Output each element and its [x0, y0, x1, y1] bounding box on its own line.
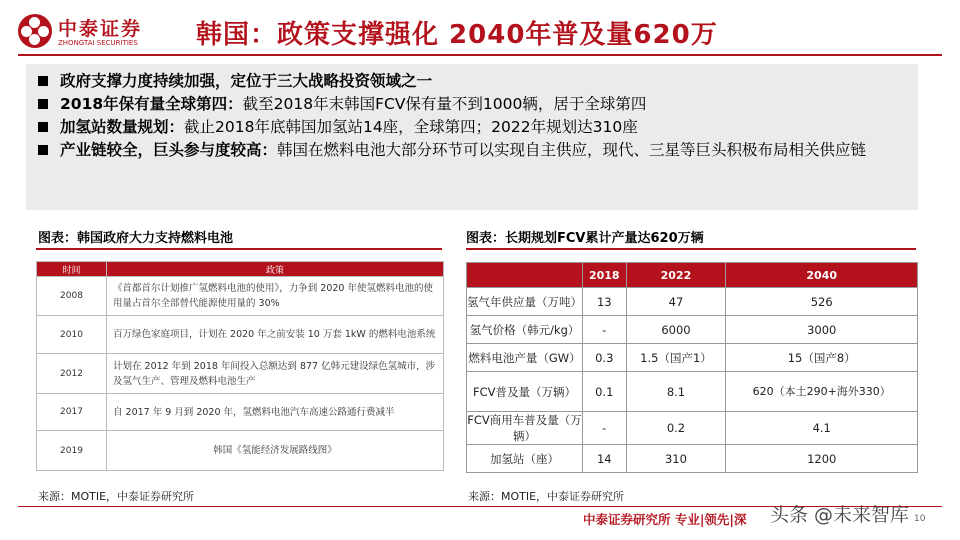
table-cell: 13 [583, 288, 627, 316]
row-label: FCV普及量（万辆） [467, 372, 583, 412]
table-row [467, 412, 918, 445]
year-cell: 2019 [37, 431, 107, 471]
table-cell: 0.1 [583, 372, 627, 412]
row-label: FCV商用车普及量（万辆） [467, 413, 582, 443]
policy-cell: 《首都首尔计划推广氢燃料电池的使用》，力争到 2020 年使氢燃料电池的使用量占首尔全部替代能源使用量的 30% [107, 277, 444, 316]
bullet-item [36, 70, 908, 93]
table-cell: 0.2 [626, 412, 726, 445]
square-bullet-icon [38, 76, 48, 86]
right-table-caption: 图表：长期规划FCV累计产量达620万辆 [466, 231, 704, 246]
right-table-source: 来源：MOTIE，中泰证券研究所 [468, 490, 625, 503]
table-row [37, 394, 444, 431]
bullet-lead: 2018年保有量全球第四： [60, 95, 243, 113]
policy-cell: 计划在 2012 年到 2018 年间投入总额达到 877 亿韩元建设绿色氢城市，涉及氢气生产、管理及燃料电池生产 [107, 354, 444, 394]
table-row [37, 277, 444, 316]
table-row [467, 372, 918, 412]
bullet-item [36, 139, 908, 162]
table-cell: 4.1 [726, 412, 918, 445]
page-title: 韩国：政策支撑强化 2040年普及量620万 [196, 20, 718, 50]
table-cell: 8.1 [626, 372, 726, 412]
table-row [467, 445, 918, 473]
table-row [467, 344, 918, 372]
table-cell: 15（国产8） [726, 344, 918, 372]
logo-text-cn: 中泰证券 [58, 18, 143, 40]
table-cell: 1200 [726, 445, 918, 473]
key-points-panel [26, 64, 918, 210]
row-label: 氢气价格（韩元/kg） [467, 316, 583, 344]
table-cell: - [583, 316, 627, 344]
table-cell: 310 [626, 445, 726, 473]
page-number: 10 [914, 514, 926, 524]
row-label: 燃料电池产量（GW） [467, 344, 583, 372]
watermark: 头条 @未来智库 [770, 504, 910, 526]
square-bullet-icon [38, 145, 48, 155]
bullet-text: 截止2018年底韩国加氢站14座，全球第四；2022年规划达310座 [184, 118, 638, 136]
header-divider [18, 54, 942, 56]
year-cell: 2012 [37, 354, 107, 394]
table-cell: 47 [626, 288, 726, 316]
column-header [467, 263, 583, 288]
row-label: 氢气年供应量（万吨） [467, 288, 583, 316]
table-row [37, 316, 444, 354]
square-bullet-icon [38, 122, 48, 132]
table-header-row [37, 262, 444, 277]
table-header-row [467, 263, 918, 288]
table-cell: 620（本土290+海外330） [726, 372, 918, 412]
caption-rule-right [466, 248, 916, 250]
year-cell: 2008 [37, 277, 107, 316]
table-row [37, 431, 444, 471]
bullet-text: 截至2018年末韩国FCV保有量不到1000辆，居于全球第四 [242, 95, 647, 113]
table-cell: - [583, 412, 627, 445]
table-cell: 6000 [626, 316, 726, 344]
table-cell: 14 [583, 445, 627, 473]
column-header: 政策 [107, 262, 444, 277]
left-table-caption: 图表：韩国政府大力支持燃料电池 [38, 231, 234, 246]
policy-table [36, 261, 444, 471]
bullet-lead: 政府支撑力度持续加强，定位于三大战略投资领域之一 [60, 72, 433, 90]
bullet-item [36, 116, 908, 139]
table-cell: 526 [726, 288, 918, 316]
policy-cell: 韩国《氢能经济发展路线图》 [107, 431, 444, 471]
table-cell: 1.5（国产1） [626, 344, 726, 372]
year-cell: 2010 [37, 316, 107, 354]
logo-text-en: ZHONGTAI SECURITIES [58, 39, 138, 47]
row-label: 加氢站（座） [467, 445, 583, 473]
policy-cell: 自 2017 年 9 月到 2020 年，氢燃料电池汽车高速公路通行费减半 [107, 394, 444, 431]
policy-cell: 百万绿色家庭项目，计划在 2020 年之前安装 10 万套 1kW 的燃料电池系统 [107, 316, 444, 354]
table-cell: 0.3 [583, 344, 627, 372]
company-logo [18, 12, 158, 52]
square-bullet-icon [38, 99, 48, 109]
bullet-lead: 产业链较全，巨头参与度较高： [60, 141, 278, 159]
column-header: 2040 [726, 263, 918, 288]
table-row [467, 316, 918, 344]
left-table-source: 来源：MOTIE，中泰证券研究所 [38, 490, 195, 503]
column-header: 时间 [37, 262, 107, 277]
column-header: 2022 [626, 263, 726, 288]
bullet-text: 韩国在燃料电池大部分环节可以实现自主供应，现代、三星等巨头积极布局相关供应链 [277, 141, 867, 159]
table-row [37, 354, 444, 394]
year-cell: 2017 [37, 394, 107, 431]
table-row [467, 288, 918, 316]
logo-mark-icon [18, 14, 52, 48]
projection-table [466, 262, 918, 473]
footer-text: 中泰证券研究所 专业|领先|深 [583, 512, 747, 527]
table-cell: 3000 [726, 316, 918, 344]
bullet-item [36, 93, 908, 116]
column-header: 2018 [583, 263, 627, 288]
bullet-lead: 加氢站数量规划： [60, 118, 185, 136]
caption-rule-left [36, 248, 442, 250]
